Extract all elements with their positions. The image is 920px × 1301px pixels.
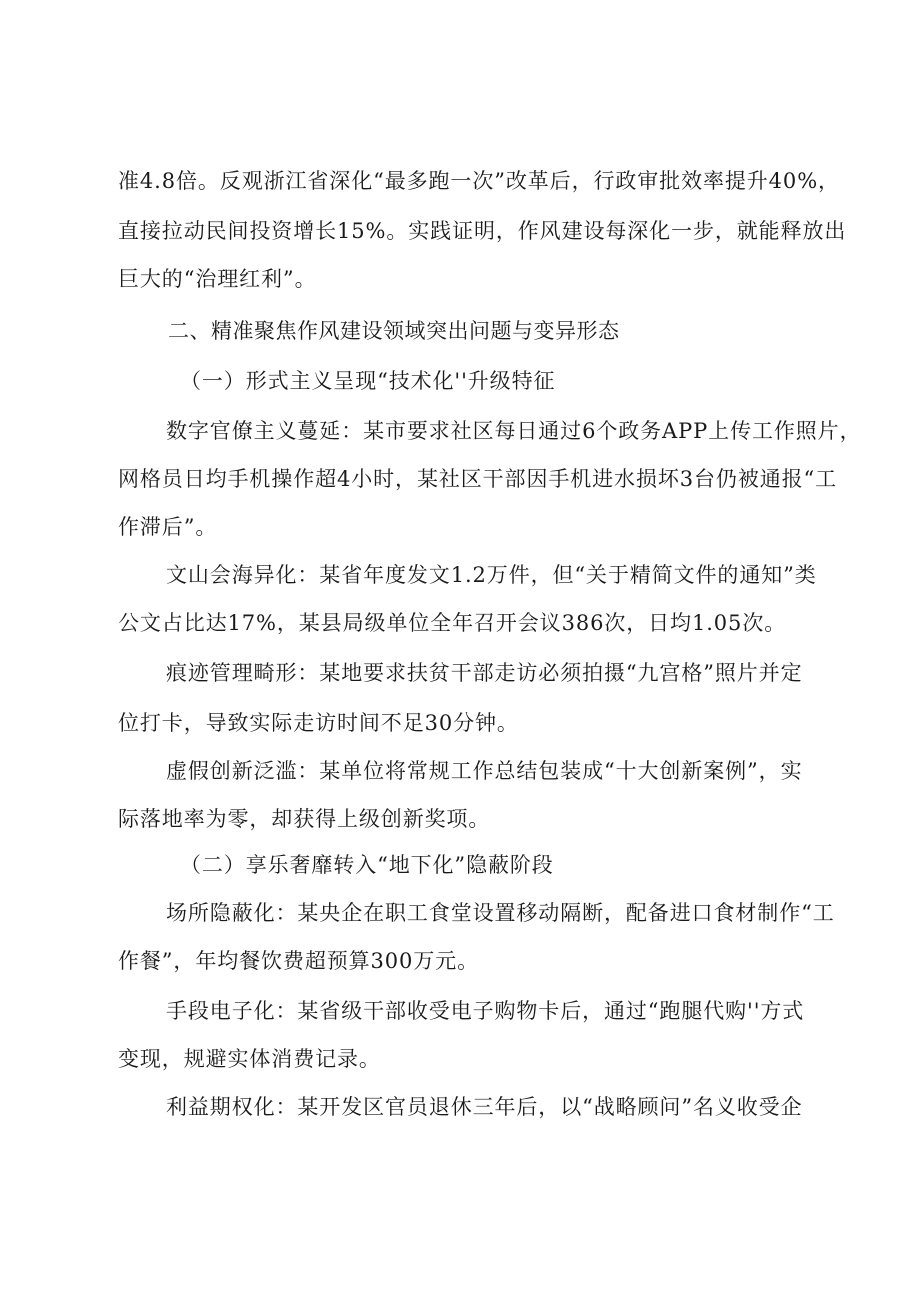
section-heading: 二、精准聚焦作风建设领域突出问题与变异形态 (168, 319, 620, 343)
body-text-line: 数字官僚主义蔓延：某市要求社区每日通过6个政务APP上传工作照片， (166, 419, 862, 443)
body-text-line: 巨大的“治理红利”。 (118, 267, 317, 291)
body-text-line: 手段电子化：某省级干部收受电子购物卡后，通过“跑腿代购''方式 (166, 999, 805, 1023)
body-text-line: 公文占比达17%，某县局级单位全年召开会议386次，日均1.05次。 (118, 611, 787, 635)
body-text-line: 虚假创新泛滥：某单位将常规工作总结包装成“十大创新案例”，实 (166, 759, 803, 783)
body-text-line: 痕迹管理畸形：某地要求扶贫干部走访必须拍摄“九宫格”照片并定 (166, 661, 803, 685)
body-text-line: 直接拉动民间投资增长15%。实践证明，作风建设每深化一步，就能释放出 (118, 219, 847, 243)
subsection-heading: （二）享乐奢靡转入“地下化”隐蔽阶段 (180, 853, 554, 877)
body-text-line: 作餐”，年均餐饮费超预算300万元。 (118, 949, 480, 973)
body-text-line: 位打卡，导致实际走访时间不足30分钟。 (118, 711, 519, 735)
body-text-line: 场所隐蔽化：某央企在职工食堂设置移动隔断，配备进口食材制作“工 (166, 901, 835, 925)
body-text-line: 变现，规避实体消费记录。 (118, 1047, 381, 1071)
body-text-line: 际落地率为零，却获得上级创新奖项。 (118, 807, 491, 831)
body-text-line: 文山会海异化：某省年度发文1.2万件，但“关于精简文件的通知”类 (166, 563, 817, 587)
body-text-line: 准4.8倍。反观浙江省深化“最多跑一次”改革后，行政审批效率提升40%， (118, 169, 840, 193)
body-text-line: 网格员日均手机操作超4小时，某社区干部因手机进水损坏3台仍被通报“工 (118, 467, 838, 491)
subsection-heading: （一）形式主义呈现“技术化''升级特征 (180, 369, 556, 393)
body-text-line: 作滞后”。 (118, 515, 218, 539)
body-text-line: 利益期权化：某开发区官员退休三年后，以“战略顾问”名义收受企 (166, 1095, 803, 1119)
